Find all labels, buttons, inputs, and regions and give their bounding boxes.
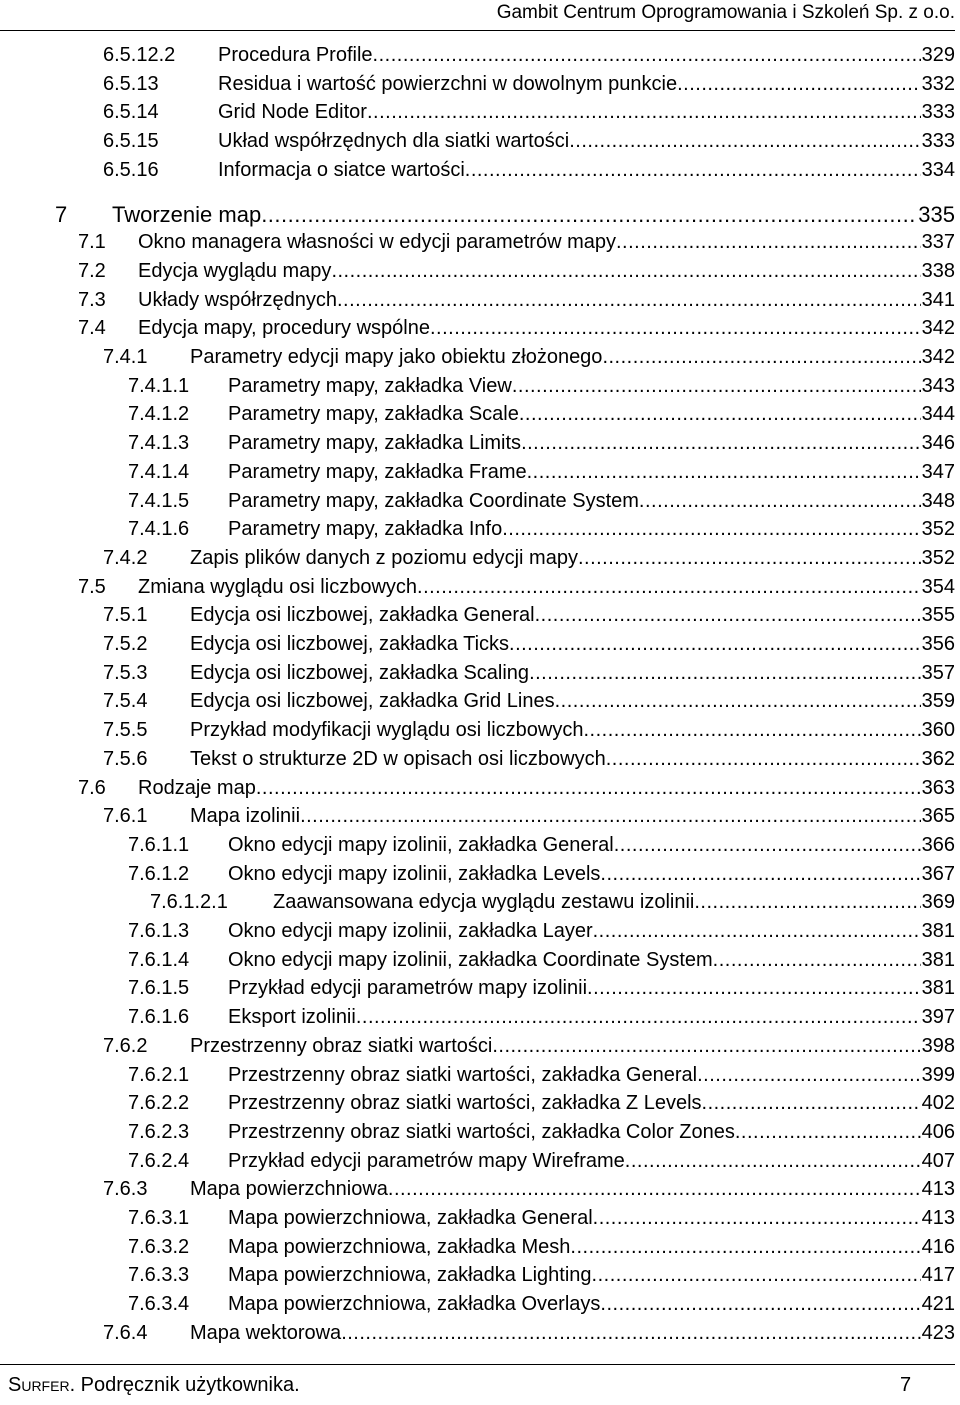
toc-leader-dots xyxy=(616,228,921,257)
toc-entry-page: 366 xyxy=(921,833,955,856)
toc-entry-line xyxy=(138,314,955,343)
toc-entry-title: Okno edycji mapy izolinii, zakładka Levels xyxy=(228,862,601,885)
toc-leader-dots xyxy=(587,974,921,1003)
toc-entry-number: 7.6.1.4 xyxy=(128,948,190,971)
toc-entry-number: 7.4.1.6 xyxy=(128,518,190,541)
toc-entry-line xyxy=(218,98,955,127)
toc-entry-page: 335 xyxy=(918,201,955,227)
toc-entry-page: 343 xyxy=(921,374,955,397)
toc-entry-page: 329 xyxy=(921,44,955,66)
toc-entry xyxy=(0,228,955,257)
toc-entry-line xyxy=(190,630,955,659)
toc-entry-number: 7.6 xyxy=(78,776,106,799)
toc-entry-page: 369 xyxy=(921,891,955,914)
toc-entry-page: 356 xyxy=(921,633,955,655)
toc-entry-line xyxy=(190,802,955,831)
toc-entry-title: Zaawansowana edycja wyglądu zestawu izolinii xyxy=(273,891,695,914)
toc-leader-dots xyxy=(512,372,921,401)
toc-entry-number: 7.6.3 xyxy=(103,1178,148,1201)
toc-entry-page: 344 xyxy=(921,403,955,426)
toc-entry-number: 7.4.1 xyxy=(103,346,148,368)
toc-entry xyxy=(0,372,955,401)
toc-entry-number: 6.5.13 xyxy=(103,72,159,95)
toc-entry-number: 7.6.3.1 xyxy=(128,1207,190,1229)
toc-entry-page: 381 xyxy=(921,948,955,971)
toc-entry-number: 7.5.6 xyxy=(103,747,148,770)
toc-leader-dots xyxy=(529,659,921,688)
toc-entry-title: Układy współrzędnych xyxy=(138,288,337,311)
toc-entry xyxy=(0,974,955,1003)
toc-entry-number: 7.6.1.1 xyxy=(128,833,190,856)
toc-entry-page: 332 xyxy=(921,72,955,95)
header-company: Gambit Centrum Oprogramowania i Szkoleń Sp. z o.o. xyxy=(496,2,955,23)
toc-entry xyxy=(0,601,955,630)
toc-entry-line xyxy=(228,1261,955,1290)
toc-entry-line xyxy=(228,1089,955,1118)
page-header xyxy=(0,0,955,31)
toc-entry-title: Mapa powierzchniowa, zakładka Overlays xyxy=(228,1293,601,1316)
toc-entry-number: 7.6.1.5 xyxy=(128,977,190,1000)
toc-entry-number: 7.4.1.2 xyxy=(128,403,190,426)
toc-entry xyxy=(0,98,955,127)
toc-entry-line xyxy=(218,70,955,99)
toc-leader-dots xyxy=(492,1032,920,1061)
toc-entry-number: 6.5.14 xyxy=(103,101,159,124)
toc-entry xyxy=(0,343,955,372)
toc-leader-dots xyxy=(373,41,921,70)
toc-entry-line xyxy=(190,745,955,774)
toc-leader-dots xyxy=(388,1175,921,1204)
toc-entry xyxy=(0,687,955,716)
toc-leader-dots xyxy=(578,544,921,573)
toc-entry-page: 398 xyxy=(921,1034,955,1057)
toc-entry xyxy=(0,774,955,803)
toc-leader-dots xyxy=(583,716,920,745)
toc-entry-number: 7.6.1.3 xyxy=(128,920,190,942)
toc-entry-line xyxy=(138,228,955,257)
toc-entry xyxy=(0,946,955,975)
toc-entry-title: Edycja osi liczbowej, zakładka Ticks xyxy=(190,633,510,655)
toc-entry-line xyxy=(218,41,955,70)
toc-entry xyxy=(0,200,955,229)
toc-entry-page: 352 xyxy=(921,546,955,569)
toc-leader-dots xyxy=(509,630,921,659)
toc-leader-dots xyxy=(592,1261,921,1290)
toc-entry-number: 7.6.3.3 xyxy=(128,1264,190,1287)
toc-entry-line xyxy=(228,372,955,401)
toc-entry-title: Residua i wartość powierzchni w dowolnym punkcie xyxy=(218,72,678,95)
toc-entry-title: Przykład modyfikacji wyglądu osi liczbowych xyxy=(190,719,584,742)
toc-entry xyxy=(0,314,955,343)
toc-entry xyxy=(0,630,955,659)
toc-leader-dots xyxy=(555,687,921,716)
footer-page-number: 7 xyxy=(900,1374,912,1396)
toc-entry-page: 359 xyxy=(921,690,955,713)
toc-entry-number: 7.6.1.6 xyxy=(128,1006,190,1029)
toc-leader-dots xyxy=(702,1089,921,1118)
toc-entry-line xyxy=(138,573,955,602)
toc-entry-page: 357 xyxy=(921,661,955,684)
toc-entry-page: 381 xyxy=(921,920,955,942)
toc-entry-title: Przestrzenny obraz siatki wartości, zakładka Color Zones xyxy=(228,1120,735,1143)
toc-entry xyxy=(0,458,955,487)
toc-entry xyxy=(0,1290,955,1319)
toc-entry-title: Parametry mapy, zakładka Info xyxy=(228,518,503,541)
toc-entry-number: 7.5.5 xyxy=(103,719,148,742)
toc-entry xyxy=(0,1233,955,1262)
toc-entry-page: 407 xyxy=(921,1149,955,1172)
toc-leader-dots xyxy=(639,487,921,516)
toc-entry-title: Grid Node Editor xyxy=(218,101,367,124)
toc-entry xyxy=(0,257,955,286)
toc-entry-line xyxy=(190,601,955,630)
toc-leader-dots xyxy=(694,888,920,917)
toc-entry-title: Edycja mapy, procedury wspólne xyxy=(138,317,430,340)
toc-entry-number: 6.5.12.2 xyxy=(103,44,176,66)
toc-entry-title: Edycja osi liczbowej, zakładka General xyxy=(190,604,535,627)
toc-entry-line xyxy=(190,1319,955,1348)
toc-leader-dots xyxy=(300,802,921,831)
toc-entry-line xyxy=(228,917,955,946)
toc-entry-number: 7.6.4 xyxy=(103,1321,148,1344)
toc-entry-line xyxy=(190,716,955,745)
toc-leader-dots xyxy=(593,917,921,946)
toc-entry-line xyxy=(138,774,955,803)
toc-entry-page: 363 xyxy=(921,776,955,799)
toc-entry-number: 7.6.2.1 xyxy=(128,1063,190,1086)
toc-entry-line xyxy=(228,1118,955,1147)
toc-entry-line xyxy=(190,544,955,573)
toc-leader-dots xyxy=(502,515,920,544)
toc-entry-page: 399 xyxy=(921,1063,955,1086)
toc-entry-page: 342 xyxy=(921,317,955,340)
toc-entry-title: Parametry mapy, zakładka Scale xyxy=(228,403,519,426)
toc-entry-page: 337 xyxy=(921,231,955,254)
toc-entry-title: Zmiana wyglądu osi liczbowych xyxy=(138,575,418,598)
toc-entry xyxy=(0,127,955,156)
toc-entry-line xyxy=(218,127,955,156)
toc-entry-line xyxy=(228,1204,955,1233)
toc-entry-title: Edycja osi liczbowej, zakładka Scaling xyxy=(190,661,530,684)
toc-entry-title: Parametry mapy, zakładka Coordinate System xyxy=(228,489,639,512)
toc-entry-line xyxy=(228,974,955,1003)
toc-entry-page: 342 xyxy=(921,346,955,368)
toc-entry xyxy=(0,1089,955,1118)
toc-entry-page: 341 xyxy=(921,288,955,311)
toc-entry xyxy=(0,156,955,185)
footer-subtitle: . Podręcznik użytkownika. xyxy=(69,1374,300,1396)
toc-leader-dots xyxy=(519,400,921,429)
toc-leader-dots xyxy=(625,1147,921,1176)
toc-entry-line xyxy=(228,946,955,975)
toc-entry xyxy=(0,573,955,602)
toc-entry xyxy=(0,659,955,688)
toc-entry-page: 416 xyxy=(921,1235,955,1258)
toc-entry xyxy=(0,1175,955,1204)
toc-entry-number: 7.5.2 xyxy=(103,633,148,655)
toc-entry xyxy=(0,1118,955,1147)
toc-leader-dots xyxy=(713,946,921,975)
toc-entry xyxy=(0,41,955,70)
toc-entry-title: Przestrzenny obraz siatki wartości, zakładka Z Levels xyxy=(228,1092,702,1115)
toc-entry-number: 7.5.1 xyxy=(103,604,148,627)
toc-entry-number: 7.6.3.2 xyxy=(128,1235,190,1258)
toc-entry-title: Eksport izolinii xyxy=(228,1006,356,1029)
toc-entry-title: Zapis plików danych z poziomu edycji mapy xyxy=(190,546,578,569)
toc-entry-page: 423 xyxy=(921,1321,955,1344)
toc-entry-page: 417 xyxy=(921,1264,955,1287)
toc-entry-title: Parametry mapy, zakładka Limits xyxy=(228,432,522,455)
toc-entry-title: Mapa wektorowa xyxy=(190,1321,342,1344)
toc-entry-line xyxy=(190,1032,955,1061)
toc-entry-line xyxy=(228,458,955,487)
toc-entry-title: Mapa izolinii xyxy=(190,805,301,828)
toc-entry xyxy=(0,70,955,99)
toc-entry-page: 355 xyxy=(921,604,955,627)
toc-entry-title: Mapa powierzchniowa xyxy=(190,1178,388,1201)
toc-entry-page: 334 xyxy=(921,158,955,181)
toc-entry-number: 7.5 xyxy=(78,575,106,598)
toc-entry-page: 360 xyxy=(921,719,955,742)
toc-entry-number: 7.4.1.1 xyxy=(128,374,190,397)
toc-leader-dots xyxy=(600,1290,920,1319)
toc-entry-line xyxy=(228,1061,955,1090)
toc-entry xyxy=(0,831,955,860)
toc-leader-dots xyxy=(356,1003,921,1032)
toc-entry xyxy=(0,487,955,516)
toc-entry-page: 346 xyxy=(921,432,955,455)
toc-entry-title: Okno edycji mapy izolinii, zakładka Layer xyxy=(228,920,593,942)
toc-entry-page: 347 xyxy=(921,460,955,483)
toc-entry xyxy=(0,1147,955,1176)
toc-entry-title: Tworzenie map xyxy=(112,201,262,227)
toc-entry-number: 7.6.2.2 xyxy=(128,1092,190,1115)
toc-entry-line xyxy=(273,888,955,917)
toc-entry-line xyxy=(190,687,955,716)
toc-entry-title: Przykład edycji parametrów mapy izolinii xyxy=(228,977,588,1000)
footer-product: Surfer xyxy=(8,1374,70,1396)
toc-entry-number: 7.3 xyxy=(78,288,106,311)
toc-leader-dots xyxy=(602,343,920,372)
toc-leader-dots xyxy=(606,745,921,774)
toc-entry-line xyxy=(228,429,955,458)
toc-leader-dots xyxy=(535,601,921,630)
toc-leader-dots xyxy=(465,156,921,185)
toc-entry-number: 7.4.1.4 xyxy=(128,460,190,483)
toc-entry-title: Okno managera własności w edycji parametrów mapy xyxy=(138,231,616,254)
toc-entry xyxy=(0,1261,955,1290)
toc-entry-title: Parametry edycji mapy jako obiektu złożonego xyxy=(190,346,603,368)
toc-leader-dots xyxy=(521,429,921,458)
toc-entry-number: 7.6.1.2 xyxy=(128,862,190,885)
toc-entry xyxy=(0,745,955,774)
toc-entry xyxy=(0,515,955,544)
toc-leader-dots xyxy=(570,1233,920,1262)
toc-entry xyxy=(0,860,955,889)
toc-leader-dots xyxy=(417,573,921,602)
toc-entry-title: Mapa powierzchniowa, zakładka General xyxy=(228,1207,593,1229)
toc-entry-line xyxy=(228,1233,955,1262)
toc-entry-title: Procedura Profile xyxy=(218,44,373,66)
toc-entry xyxy=(0,917,955,946)
toc-entry-number: 7.6.3.4 xyxy=(128,1293,190,1316)
toc-entry-page: 348 xyxy=(921,489,955,512)
toc-entry xyxy=(0,429,955,458)
toc-entry-line xyxy=(228,1003,955,1032)
toc-leader-dots xyxy=(341,1319,920,1348)
toc-leader-dots xyxy=(677,70,921,99)
toc-entry-page: 381 xyxy=(921,977,955,1000)
toc-entry xyxy=(0,1003,955,1032)
toc-entry-title: Informacja o siatce wartości xyxy=(218,158,465,181)
toc-entry-page: 354 xyxy=(921,575,955,598)
toc-entry-number: 7.6.2 xyxy=(103,1034,148,1057)
toc-entry-title: Przestrzenny obraz siatki wartości, zakładka General xyxy=(228,1063,698,1086)
toc-leader-dots xyxy=(337,286,921,315)
toc-entry xyxy=(0,544,955,573)
toc-entry-line xyxy=(228,1290,955,1319)
toc-entry-page: 421 xyxy=(921,1293,955,1316)
toc-entry-number: 7.6.2.3 xyxy=(128,1120,190,1143)
toc-entry-page: 413 xyxy=(921,1207,955,1229)
toc-entry-title: Mapa powierzchniowa, zakładka Lighting xyxy=(228,1264,592,1287)
toc-entry-number: 7.6.1 xyxy=(103,805,148,828)
toc-entry-number: 7.6.2.4 xyxy=(128,1149,190,1172)
toc-leader-dots xyxy=(367,98,921,127)
toc-entry xyxy=(0,286,955,315)
toc-entry-number: 7.2 xyxy=(78,259,106,282)
toc-entry-page: 333 xyxy=(921,101,955,124)
toc-entry-title: Mapa powierzchniowa, zakładka Mesh xyxy=(228,1235,571,1258)
toc-entry-page: 406 xyxy=(921,1120,955,1143)
toc-entry-title: Okno edycji mapy izolinii, zakładka General xyxy=(228,833,614,856)
toc-entry-number: 6.5.16 xyxy=(103,158,159,181)
toc-entry-number: 7.4.1.3 xyxy=(128,432,190,455)
toc-leader-dots xyxy=(614,831,921,860)
toc-entry xyxy=(0,1204,955,1233)
toc-entry-page: 397 xyxy=(921,1006,955,1029)
toc-entry-number: 7.4.2 xyxy=(103,546,148,569)
toc-entry-page: 338 xyxy=(921,259,955,282)
toc-entry-line xyxy=(218,156,955,185)
toc-entry-page: 367 xyxy=(921,862,955,885)
toc-leader-dots xyxy=(256,774,921,803)
toc-entry-page: 352 xyxy=(921,518,955,541)
toc-entry-number: 7.1 xyxy=(78,231,106,254)
toc-entry-number: 6.5.15 xyxy=(103,130,159,153)
toc-leader-dots xyxy=(261,200,917,229)
toc-entry-number: 7.4.1.5 xyxy=(128,489,190,512)
toc-entry-title: Przykład edycji parametrów mapy Wireframe xyxy=(228,1149,625,1172)
toc-entry-title: Edycja osi liczbowej, zakładka Grid Lines xyxy=(190,690,555,713)
toc-entry-number: 7 xyxy=(55,201,68,227)
toc-entry-title: Tekst o strukturze 2D w opisach osi liczbowych xyxy=(190,747,606,770)
toc-entry xyxy=(0,1319,955,1348)
toc-entry xyxy=(0,888,955,917)
toc-entry-line xyxy=(228,400,955,429)
toc-entry-line xyxy=(228,515,955,544)
toc-entry-line xyxy=(228,831,955,860)
toc-leader-dots xyxy=(697,1061,921,1090)
toc-entry-number: 7.5.3 xyxy=(103,661,148,684)
toc-entry-page: 333 xyxy=(921,130,955,153)
toc-entry xyxy=(0,1061,955,1090)
toc-entry-number: 7.6.1.2.1 xyxy=(150,891,228,914)
toc-entry-line xyxy=(228,487,955,516)
toc-entry-line xyxy=(228,1147,955,1176)
toc-leader-dots xyxy=(600,860,920,889)
toc-entry-title: Parametry mapy, zakładka Frame xyxy=(228,460,527,483)
toc-entry-number: 7.5.4 xyxy=(103,690,148,713)
toc-entry-page: 413 xyxy=(921,1178,955,1201)
toc-entry-page: 365 xyxy=(921,805,955,828)
toc-entry xyxy=(0,400,955,429)
toc-entry xyxy=(0,802,955,831)
toc-entry-page: 362 xyxy=(921,747,955,770)
toc-entry-title: Parametry mapy, zakładka View xyxy=(228,374,512,397)
toc-entry-number: 7.4 xyxy=(78,317,106,340)
toc-entry-line xyxy=(112,200,955,229)
toc-entry-line xyxy=(228,860,955,889)
toc-leader-dots xyxy=(569,127,920,156)
toc-leader-dots xyxy=(430,314,921,343)
page-footer xyxy=(0,1364,955,1402)
toc-entry-line xyxy=(190,1175,955,1204)
footer-title xyxy=(8,1365,300,1405)
toc-entry-title: Edycja wyglądu mapy xyxy=(138,259,332,282)
toc-entry xyxy=(0,1032,955,1061)
toc-entry-line xyxy=(190,659,955,688)
toc-entry-line xyxy=(138,257,955,286)
toc-entry-line xyxy=(138,286,955,315)
toc-leader-dots xyxy=(527,458,921,487)
toc-leader-dots xyxy=(593,1204,921,1233)
toc-entry-line xyxy=(190,343,955,372)
toc-entry-title: Rodzaje map xyxy=(138,776,256,799)
toc-entry-title: Przestrzenny obraz siatki wartości xyxy=(190,1034,493,1057)
toc-entry xyxy=(0,716,955,745)
toc-entry-title: Układ współrzędnych dla siatki wartości xyxy=(218,130,570,153)
toc-leader-dots xyxy=(735,1118,921,1147)
toc-entry-title: Okno edycji mapy izolinii, zakładka Coordinate System xyxy=(228,948,713,971)
toc-leader-dots xyxy=(331,257,920,286)
toc-entry-page: 402 xyxy=(921,1092,955,1115)
